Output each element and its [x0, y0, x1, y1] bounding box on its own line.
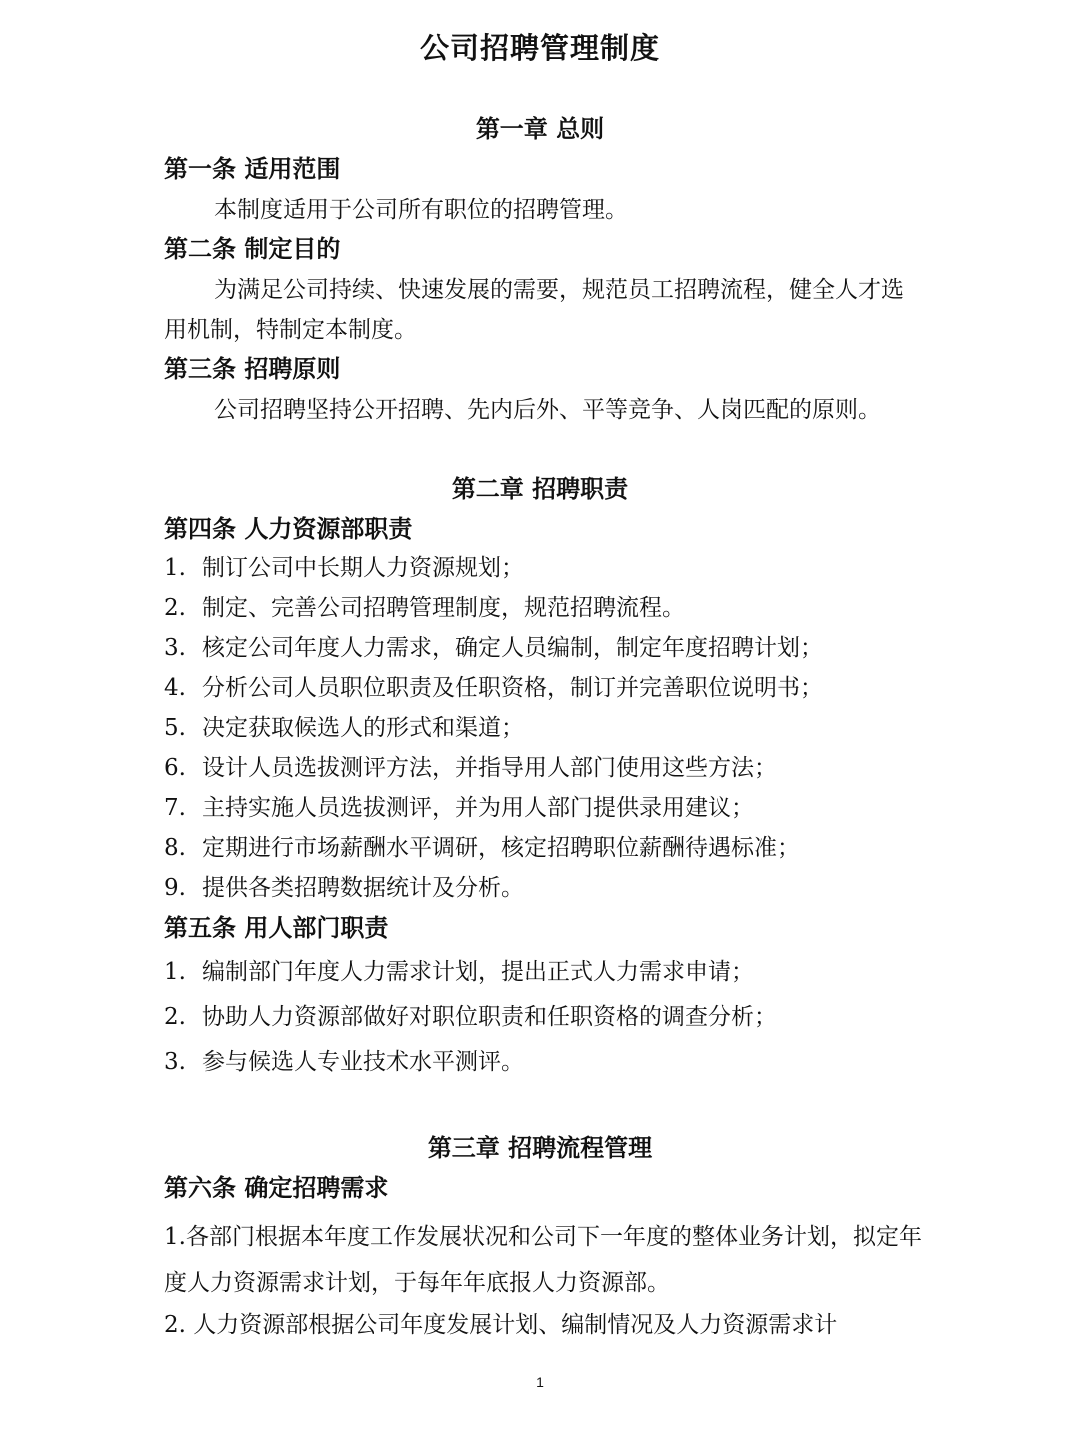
list-item	[164, 711, 524, 745]
list-item-text: 制订公司中长期人力资源规划；	[202, 555, 524, 581]
list-item-number: 6.	[164, 755, 186, 781]
list-item-text: 主持实施人员选拔测评，并为用人部门提供录用建议；	[202, 795, 754, 821]
chapter-1-heading: 第一章 总则	[475, 114, 605, 143]
article-6-heading: 第六条 确定招聘需求	[164, 1173, 389, 1202]
article-1-body: 本制度适用于公司所有职位的招聘管理。	[214, 197, 628, 223]
list-item	[164, 1045, 524, 1079]
list-item	[164, 591, 685, 625]
list-item	[164, 871, 524, 905]
list-item-number: 2.	[164, 1004, 186, 1030]
list-item-number: 1.	[164, 959, 186, 985]
list-item-number: 2.	[164, 595, 186, 621]
list-item-number: 5.	[164, 715, 186, 741]
article-6-paragraph-1: 1.各部门根据本年度工作发展状况和公司下一年度的整体业务计划，拟定年度人力资源需求计划，于每年年底报人力资源部。	[164, 1224, 922, 1296]
list-item	[164, 955, 754, 989]
list-item-number: 3.	[164, 635, 186, 661]
list-item-text: 分析公司人员职位职责及任职资格，制订并完善职位说明书；	[202, 675, 823, 701]
list-item	[164, 831, 800, 865]
list-item-number: 3.	[164, 1049, 186, 1075]
list-item-number: 4.	[164, 675, 186, 701]
article-1-heading: 第一条 适用范围	[164, 154, 341, 183]
list-item-text: 参与候选人专业技术水平测评。	[202, 1049, 524, 1075]
list-item	[164, 1000, 777, 1034]
document-title: 公司招聘管理制度	[419, 31, 660, 65]
list-item-text: 决定获取候选人的形式和渠道；	[202, 715, 524, 741]
chapter-2-heading: 第二章 招聘职责	[451, 474, 629, 503]
list-item	[164, 671, 823, 705]
list-item-text: 制定、完善公司招聘管理制度，规范招聘流程。	[202, 595, 685, 621]
list-item	[164, 551, 524, 585]
list-item	[164, 791, 754, 825]
list-item-number: 7.	[164, 795, 186, 821]
list-item-text: 定期进行市场薪酬水平调研，核定招聘职位薪酬待遇标准；	[202, 835, 800, 861]
chapter-3-heading: 第三章 招聘流程管理	[427, 1133, 653, 1162]
list-item	[164, 631, 823, 665]
article-3-body: 公司招聘坚持公开招聘、先内后外、平等竞争、人岗匹配的原则。	[214, 397, 881, 423]
list-item-number: 8.	[164, 835, 186, 861]
list-item	[164, 751, 777, 785]
list-item-number: 9.	[164, 875, 186, 901]
article-1-text	[164, 190, 924, 230]
article-2-heading: 第二条 制定目的	[164, 234, 341, 263]
article-2-body: 为满足公司持续、快速发展的需要，规范员工招聘流程，健全人才选用机制，特制定本制度。	[164, 277, 904, 343]
list-item-text: 核定公司年度人力需求，确定人员编制，制定年度招聘计划；	[202, 635, 823, 661]
article-4-heading: 第四条 人力资源部职责	[164, 514, 413, 543]
article-2-text	[164, 270, 924, 350]
list-item-text: 编制部门年度人力需求计划，提出正式人力需求申请；	[202, 959, 754, 985]
article-6-paragraph-2: 2. 人力资源部根据公司年度发展计划、编制情况及人力资源需求计	[164, 1312, 838, 1338]
page-number: 1	[536, 1374, 544, 1390]
list-item-number: 1.	[164, 555, 186, 581]
article-3-heading: 第三条 招聘原则	[164, 354, 341, 383]
article-3-text	[164, 390, 924, 430]
list-item-text: 提供各类招聘数据统计及分析。	[202, 875, 524, 901]
list-item-text: 协助人力资源部做好对职位职责和任职资格的调查分析；	[202, 1004, 777, 1030]
list-item-text: 设计人员选拔测评方法，并指导用人部门使用这些方法；	[202, 755, 777, 781]
article-5-heading: 第五条 用人部门职责	[164, 913, 389, 942]
